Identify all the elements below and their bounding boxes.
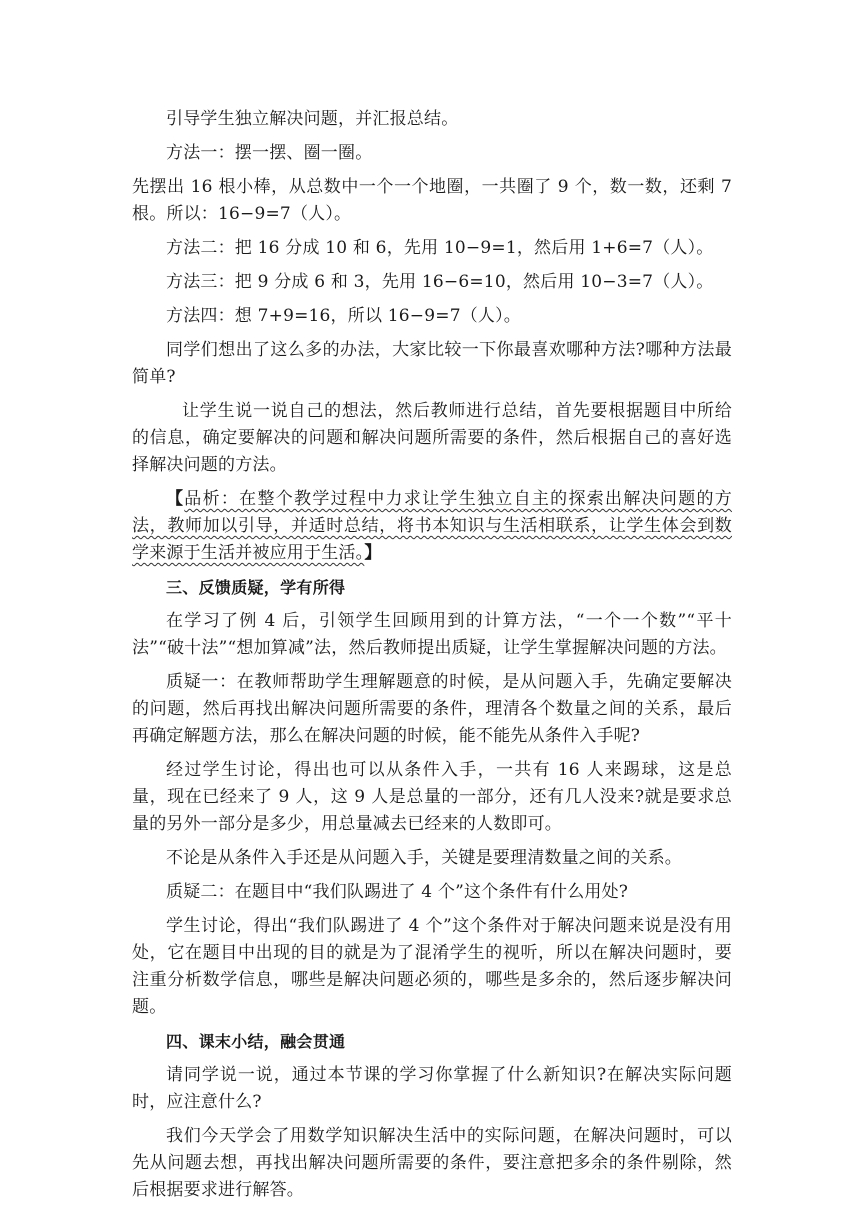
paragraph-guide: 引导学生独立解决问题，并汇报总结。 xyxy=(166,109,459,129)
paragraph-method-three: 方法三：把 9 分成 6 和 3，先用 16−6=10，然后用 10−3=7（人）。 xyxy=(166,272,714,292)
paragraph-method-one-detail: 先摆出 16 根小棒，从总数中一个一个地圈，一共圈了 9 个，数一数，还剩 7 根。所以：16−9=7（人）。 xyxy=(132,177,732,224)
paragraph-method-two: 方法二：把 16 分成 10 和 6，先用 10−9=1，然后用 1+6=7（人）。 xyxy=(166,238,714,258)
paragraph-key-point: 不论是从条件入手还是从问题入手，关键是要理清数量之间的关系。 xyxy=(166,848,682,868)
paragraph-method-four: 方法四：想 7+9=16，所以 16−9=7（人）。 xyxy=(166,306,522,326)
paragraph-question-two: 质疑二：在题目中“我们队踢进了 4 个”这个条件有什么用处? xyxy=(166,882,629,902)
paragraph-summary-question: 请同学说一说，通过本节课的学习你掌握了什么新知识?在解决实际问题时，应注意什么? xyxy=(132,1065,732,1112)
paragraph-compare-methods: 同学们想出了这么多的办法，大家比较一下你最喜欢哪种方法?哪种方法最简单? xyxy=(132,340,732,387)
comment-open-bracket: 【 xyxy=(166,489,185,509)
paragraph-review-methods: 在学习了例 4 后，引领学生回顾用到的计算方法，“一个一个数”“平十法”“破十法”“想加算减”法，然后教师提出质疑，让学生掌握解决问题的方法。 xyxy=(132,611,732,658)
comment-close-bracket: 】 xyxy=(364,543,382,563)
analysis-comment xyxy=(132,486,732,567)
comment-text: 品析：在整个教学过程中力求让学生独立自主的探索出解决问题的方法，教师加以引导，并适时总结，将书本知识与生活相联系，让学生体会到数学来源于生活并被应用于生活。 xyxy=(132,489,732,563)
paragraph-method-one: 方法一：摆一摆、圈一圈。 xyxy=(166,143,373,163)
paragraph-question-one: 质疑一：在教师帮助学生理解题意的时候，是从问题入手，先确定要解决的问题，然后再找出解决问题所需要的条件，理清各个数量之间的关系，最后再确定解题方法，那么在解决问题的时候，能不能先从条件入手呢? xyxy=(132,672,732,746)
paragraph-teacher-summary: 让学生说一说自己的想法，然后教师进行总结，首先要根据题目中所给的信息，确定要解决的问题和解决问题所需要的条件，然后根据自己的喜好选择解决问题的方法。 xyxy=(132,401,732,475)
paragraph-summary-answer: 我们今天学会了用数学知识解决生活中的实际问题，在解决问题时，可以先从问题去想，再找出解决问题所需要的条件，要注意把多余的条件剔除，然后根据要求进行解答。 xyxy=(132,1126,732,1200)
section-heading-summary: 四、课末小结，融会贯通 xyxy=(166,1032,346,1051)
document-body xyxy=(132,106,732,1211)
section-heading-feedback: 三、反馈质疑，学有所得 xyxy=(166,578,346,597)
paragraph-discussion-two: 学生讨论，得出“我们队踢进了 4 个”这个条件对于解决问题来说是没有用处，它在题目中出现的目的就是为了混淆学生的视听，所以在解决问题时，要注重分析数学信息，哪些是解决问题必须的，哪些是多余的，然后逐步解决问题。 xyxy=(132,916,732,1017)
paragraph-discussion-result: 经过学生讨论，得出也可以从条件入手，一共有 16 人来踢球，这是总量，现在已经来了 9 人，这 9 人是总量的一部分，还有几人没来?就是要求总量的另外一部分是多少，用总量减去已经来的人数即可。 xyxy=(132,760,732,834)
